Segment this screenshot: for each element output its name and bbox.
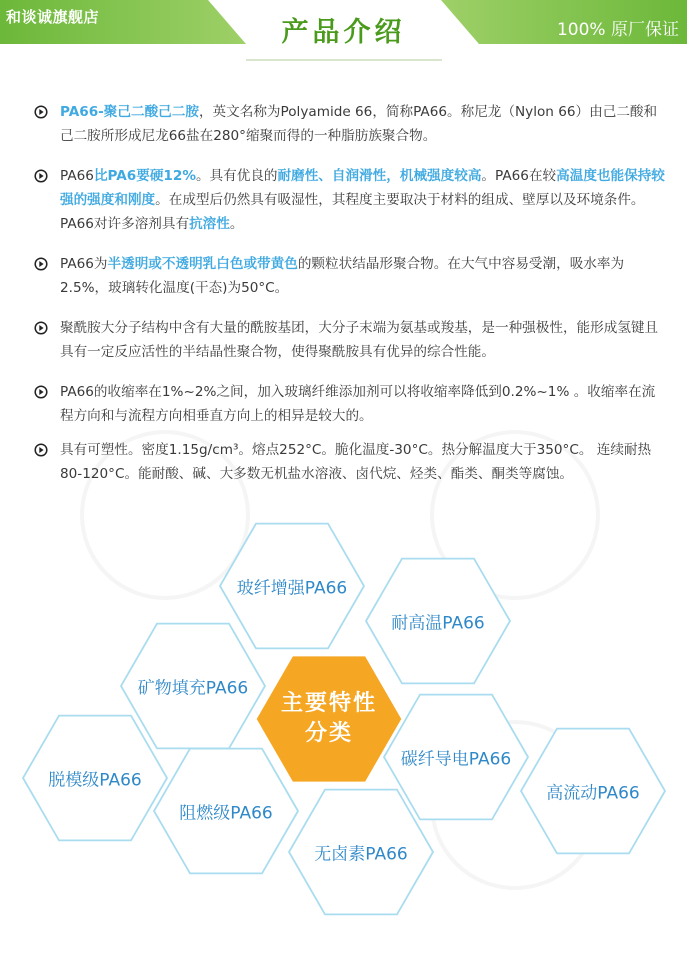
circled-arrow-icon [34,257,48,271]
circled-arrow-icon [34,321,48,335]
body-text: PA66为 [60,256,108,272]
header-banner [0,0,687,66]
circled-arrow-icon [34,385,48,399]
paragraph-text [60,316,666,364]
paragraph-text [60,100,666,148]
body-text: 。PA66在较 [481,168,557,184]
body-text: PA66 [60,168,94,184]
category-label: 阻燃级PA66 [179,803,273,824]
highlight-text: 高温度也能保持较强的强度和刚度 [60,168,665,208]
paragraph-text [60,438,666,486]
highlight-text: PA66-聚己二酸己二胺 [60,104,199,120]
body-text: ，英文名称为Polyamide 66，简称PA66。称尼龙（Nylon 66）由己二酸和己二胺所形成尼龙66盐在280°缩聚而得的一种脂肪族聚合物。 [60,104,658,144]
category-label: 高流动PA66 [546,783,640,804]
body-text: PA66的收缩率在1%~2%之间，加入玻璃纤维添加剂可以将收缩率降低到0.2%~1% 。收缩率在流程方向和与流程方向相垂直方向上的相异是较大的。 [60,384,656,424]
page-title: 产品介绍 [281,17,406,48]
category-diagram [0,500,687,960]
paragraph-text [60,164,666,236]
center-label: 主要特性分类 [280,691,377,746]
circled-arrow-icon [34,443,48,457]
body-text: 具有可塑性。密度1.15g/cm³。熔点252°C。脆化温度-30°C。热分解温度大于350°C。 连续耐热80-120°C。能耐酸、碱、大多数无机盐水溶液、卤代烷、烃类、酯类、酮类等腐蚀。 [60,442,652,482]
category-label: 脱模级PA66 [48,770,142,791]
category-label: 玻纤增强PA66 [236,578,348,599]
body-text: 的颗粒状结晶形聚合物。在大气中容易受潮，吸水率为2.5%，玻璃转化温度(干态)为50°C。 [60,256,625,296]
category-label: 无卤素PA66 [314,844,408,865]
title-underline [246,59,442,61]
highlight-text: 半透明或不透明乳白色或带黄色 [107,256,298,272]
category-label: 碳纤导电PA66 [400,749,512,770]
category-label: 矿物填充PA66 [137,678,249,699]
guarantee-text: 100% 原厂保证 [556,20,679,40]
highlight-text: 抗溶性 [189,216,230,232]
body-text: 。 [229,216,244,232]
body-text: 。在成型后仍然具有吸湿性，其程度主要取决于材料的组成、壁厚以及环境条件。PA66对许多溶剂具有 [60,192,645,232]
paragraph-text [60,252,666,300]
category-label: 耐高温PA66 [391,613,485,634]
circled-arrow-icon [34,169,48,183]
highlight-text: 耐磨性、自润滑性，机械强度较高 [277,168,482,184]
highlight-text: 比PA6要硬12% [93,168,196,184]
body-text: 。具有优良的 [195,168,278,184]
shop-name: 和谈诚旗舰店 [6,8,100,26]
body-text: 聚酰胺大分子结构中含有大量的酰胺基团，大分子末端为氨基或羧基，是一种强极性，能形成氢键且具有一定反应活性的半结晶性聚合物，使得聚酰胺具有优异的综合性能。 [60,320,659,360]
paragraph-text [60,380,666,428]
circled-arrow-icon [34,105,48,119]
